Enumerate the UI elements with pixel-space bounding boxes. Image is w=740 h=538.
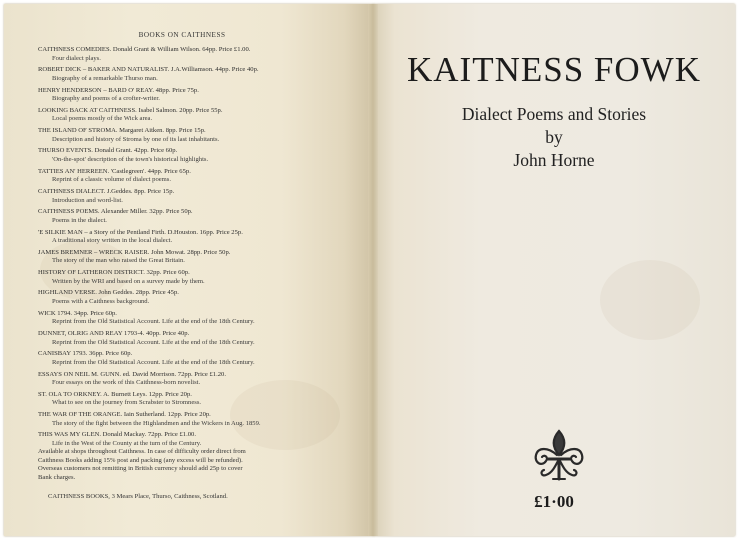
book-list	[38, 46, 358, 452]
book-entry-description: Poems in the dialect.	[52, 216, 107, 224]
book-entry-description: What to see on the journey from Scrabster to Stromness.	[52, 399, 202, 407]
book-entry-description: Written by the WRI and based on a survey made by them.	[52, 277, 205, 285]
book-entry-description: Description and history of Stroma by one of its last inhabitants.	[52, 135, 220, 143]
book-entry-description: Reprint of a classic volume of dialect poems.	[52, 176, 172, 184]
list-item	[38, 249, 358, 266]
book-entry-description: Reprint from the Old Statistical Account. Life at the end of the 18th Century.	[52, 358, 255, 366]
paper-stain	[600, 260, 700, 340]
book-entry-title: 'E SILKIE MAN – a Story of the Pentland Firth. D.Houston. 16pp. Price 25p.	[38, 228, 243, 236]
book-entry-description: The story of the fight between the Highlandmen and the Wickers in Aug. 1859.	[52, 419, 261, 427]
book-entry-description: Biography of a remarkable Thurso man.	[52, 74, 158, 82]
list-item	[38, 371, 358, 388]
list-item	[38, 269, 358, 286]
book-entry-title: WICK 1794. 34pp. Price 60p.	[38, 309, 117, 317]
list-item	[38, 147, 358, 164]
book-entry-description: Four dialect plays.	[52, 54, 101, 62]
book-subtitle: Dialect Poems and Stories	[461, 104, 647, 124]
book-entry-title: DUNNET, OLRIG AND REAY 1793-4. 40pp. Price 40p.	[38, 329, 190, 337]
list-item	[38, 208, 358, 225]
author-name: John Horne	[513, 150, 595, 170]
list-item	[38, 127, 358, 144]
book-entry-description: Life in the West of the County at the turn of the Century.	[52, 439, 202, 447]
book-entry-description: Introduction and word-list.	[52, 196, 123, 204]
list-item	[38, 411, 358, 428]
book-entry-title: ST. OLA TO ORKNEY. A. Burnett Leys. 12pp. Price 20p.	[38, 390, 192, 398]
availability-note	[38, 448, 358, 483]
list-heading: BOOKS ON CAITHNESS	[138, 31, 226, 39]
book-entry-description: Poems with a Caithness background.	[52, 297, 150, 305]
book-entry-description: The story of the man who raised the Great Britain.	[52, 257, 185, 265]
book-entry-title: TATTIES AN' HERREEN. 'Castlegreen'. 44pp. Price 65p.	[38, 167, 191, 175]
publisher-address: CAITHNESS BOOKS, 3 Mears Place, Thurso, Caithness, Scotland.	[48, 493, 228, 500]
list-item	[38, 289, 358, 306]
list-item	[38, 350, 358, 367]
list-item	[38, 391, 358, 408]
list-item	[38, 330, 358, 347]
book-entry-description: Four essays on the work of this Caithness-born novelist.	[52, 379, 201, 387]
book-entry-title: ROBERT DICK – BAKER AND NATURALIST. J.A.Williamson. 44pp. Price 40p.	[38, 66, 259, 74]
book-entry-title: CAITHNESS POEMS. Alexander Miller. 32pp. Price 50p.	[38, 208, 193, 216]
list-item	[38, 107, 358, 124]
book-entry-title: LOOKING BACK AT CAITHNESS. Isabel Salmon. 20pp. Price 55p.	[38, 106, 223, 114]
list-item	[38, 229, 358, 246]
by-label: by	[545, 127, 563, 147]
book-entry-description: Reprint from the Old Statistical Account. Life at the end of the 18th Century.	[52, 338, 255, 346]
list-item	[38, 168, 358, 185]
book-entry-title: THE ISLAND OF STROMA. Margaret Aitken. 8pp. Price 15p.	[38, 127, 206, 135]
book-entry-title: CAITHNESS DIALECT. J.Geddes. 8pp. Price 15p.	[38, 187, 175, 195]
book-entry-title: HENRY HENDERSON – BARD O' REAY. 48pp. Price 75p.	[38, 86, 199, 94]
availability-line: Overseas customers not remitting in British currency should add 25p to cover	[38, 465, 243, 473]
fleur-de-lis-icon	[528, 425, 590, 487]
book-entry-description: A traditional story written in the local dialect.	[52, 237, 173, 245]
book-entry-description: Reprint from the Old Statistical Account. Life at the end of the 18th Century.	[52, 318, 255, 326]
list-item	[38, 66, 358, 83]
list-item	[38, 431, 358, 448]
book-entry-title: JAMES BREMNER – WRECK RAISER. John Mowat. 28pp. Price 50p.	[38, 248, 231, 256]
book-entry-description: Biography and poems of a crofter-writer.	[52, 95, 160, 103]
list-item	[38, 310, 358, 327]
book-title: KAITNESS FOWK	[407, 50, 701, 89]
book-entry-title: ESSAYS ON NEIL M. GUNN. ed. David Morrison. 72pp. Price £1.20.	[38, 370, 226, 378]
book-entry-title: HISTORY OF LATHERON DISTRICT. 32pp. Price 60p.	[38, 269, 190, 277]
cover-price: £1·00	[534, 492, 574, 511]
book-entry-title: HIGHLAND VERSE. John Geddes. 28pp. Price 45p.	[38, 289, 179, 297]
book-entry-description: 'On-the-spot' description of the town's historical highlights.	[52, 156, 209, 163]
book-entry-description: Local poems mostly of the Wick area.	[52, 115, 153, 123]
list-item	[38, 188, 358, 205]
book-entry-title: CANISBAY 1793. 36pp. Price 60p.	[38, 350, 133, 358]
book-entry-title: THIS WAS MY GLEN. Donald Mackay. 72pp. Price £1.00.	[38, 431, 196, 439]
list-item	[38, 46, 358, 63]
book-entry-title: THURSO EVENTS. Donald Grant. 42pp. Price 60p.	[38, 147, 178, 155]
book-entry-title: THE WAR OF THE ORANGE. Iain Sutherland. 12pp. Price 20p.	[38, 411, 211, 419]
availability-line: Available at shops throughout Caithness. In case of difficulty order direct from	[38, 448, 246, 455]
availability-line: Bank charges.	[38, 474, 76, 482]
availability-line: Caithness Books adding 15% post and packing (any excess will be refunded).	[38, 456, 243, 464]
list-item	[38, 87, 358, 104]
book-entry-title: CAITHNESS COMEDIES. Donald Grant & William Wilson. 64pp. Price £1.00.	[38, 46, 251, 53]
